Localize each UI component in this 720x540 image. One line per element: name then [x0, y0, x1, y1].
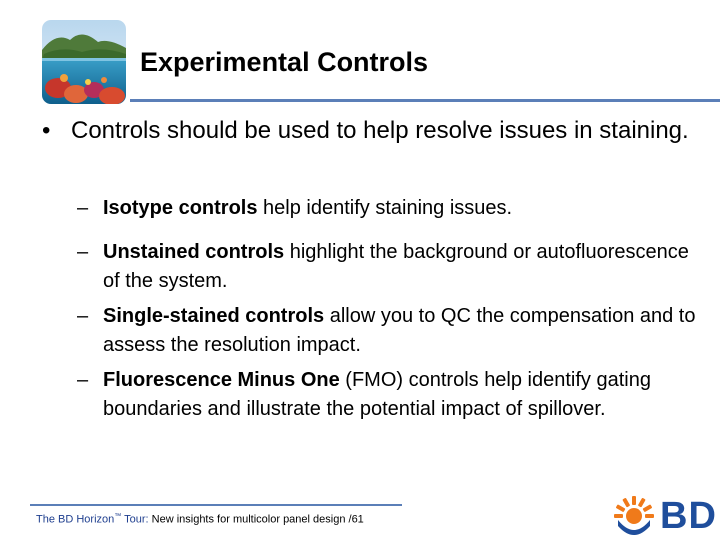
- slide-title: Experimental Controls: [140, 47, 429, 77]
- subpoint-desc: allow you to QC the compensation and to assess the resolution impact.: [103, 305, 696, 356]
- subpoint-unstained: [77, 238, 697, 296]
- dash-icon: –: [77, 305, 89, 327]
- subpoint-desc: highlight the background or autofluorescence of the system.: [103, 241, 689, 292]
- coral-reef-image: [42, 20, 126, 104]
- dash-icon: –: [77, 197, 89, 219]
- footer-tour-suffix: Tour:: [121, 513, 149, 526]
- bd-emblem-icon: [612, 494, 656, 538]
- main-bullet: [42, 115, 712, 146]
- bullet-icon: •: [42, 117, 51, 144]
- page-number: 61: [351, 513, 364, 526]
- subpoint-fmo: [77, 366, 697, 424]
- dash-icon: –: [77, 241, 89, 263]
- subpoint-term: Single-stained controls: [103, 305, 325, 327]
- footer-tour-name: The BD Horizon: [36, 513, 115, 526]
- subpoint-term: Isotype controls: [103, 197, 258, 219]
- bd-logo: [612, 494, 716, 538]
- footer-caption: [36, 510, 364, 527]
- subpoint-term: Unstained controls: [103, 241, 285, 263]
- subpoint-term: Fluorescence Minus One: [103, 369, 340, 391]
- dash-icon: –: [77, 369, 89, 391]
- footer-rule: [30, 504, 402, 506]
- subpoint-isotype: [77, 194, 697, 223]
- trademark-symbol: ™: [114, 513, 122, 520]
- main-bullet-text: Controls should be used to help resolve issues in staining.: [71, 117, 689, 144]
- bd-logo-text: BD: [660, 495, 717, 537]
- subpoint-desc: (FMO) controls help identify gating boundaries and illustrate the potential impact of spillover.: [103, 369, 651, 420]
- subpoint-single-stained: [77, 302, 697, 360]
- subpoint-desc: help identify staining issues.: [257, 197, 513, 219]
- title-underline: [130, 99, 720, 102]
- footer-subtitle: New insights for multicolor panel design /: [148, 513, 352, 526]
